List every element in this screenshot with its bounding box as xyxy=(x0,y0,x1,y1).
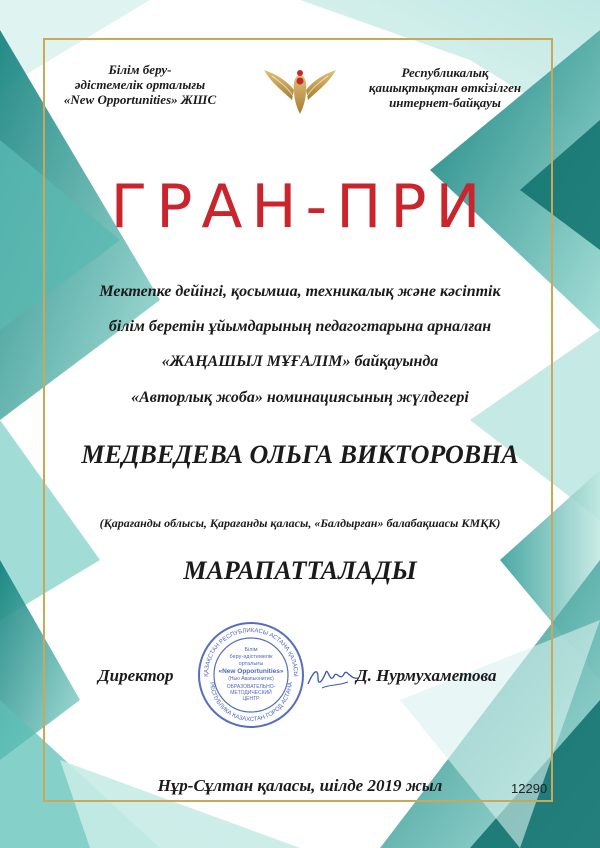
organizer-line-2: әдістемелік орталығы xyxy=(74,77,206,92)
description-line-2: білім беретін ұйымдарының педагогтарына арналған xyxy=(108,318,492,335)
director-name: Д. Нурмухаметова xyxy=(356,666,497,685)
description-line-3: «ЖАҢАШЫЛ МҰҒАЛІМ» байқауында xyxy=(161,353,439,370)
stamp-line-5: (Нью Авапьюнитис) xyxy=(228,676,274,682)
director-label: Директор xyxy=(98,666,174,685)
recipient-location: (Қарағанды облысы, Қарағанды қаласы, «Балдырған» балабақшасы КМҚК) xyxy=(99,516,501,530)
stamp-line-4: «New Opportunities» xyxy=(218,668,284,675)
organizer-name xyxy=(50,62,230,107)
contest-type-line-3: интернет-байқауы xyxy=(389,95,501,110)
organizer-line-1: Білім беру- xyxy=(108,62,172,77)
stamp-line-2: беру-әдістемелік xyxy=(229,654,273,660)
stamp-line-7: МЕТОДИЧЕСКИЙ xyxy=(230,690,272,696)
handwritten-signature xyxy=(304,662,362,692)
recipient-name: МЕДВЕДЕВА ОЛЬГА ВИКТОРОВНА xyxy=(81,440,519,469)
contest-type xyxy=(355,65,535,110)
organizer-line-3: «New Opportunities» ЖШС xyxy=(63,92,217,107)
place-and-date: Нұр-Сұлтан қаласы, шілде 2019 жыл xyxy=(157,776,443,795)
stamp-ring-top: ҚАЗАҚСТАН РЕСПУБЛИКАСЫ АСТАНА ҚАЛАСЫ xyxy=(203,627,299,677)
description-line-1: Мектепке дейінгі, қосымша, техникалық және кәсіптік xyxy=(99,283,501,300)
contest-type-line-1: Республикалық xyxy=(401,65,489,80)
official-stamp xyxy=(196,620,306,730)
awarded-heading: МАРАПАТТАЛАДЫ xyxy=(183,556,417,585)
stamp-line-6: ОБРАЗОВАТЕЛЬНО- xyxy=(226,684,276,690)
description-line-4: «Авторлық жоба» номинациясының жүлдегері xyxy=(131,389,469,406)
stamp-line-1: Білім xyxy=(244,647,258,653)
certificate-number: 12290 xyxy=(511,781,548,796)
stamp-line-8: ЦЕНТР xyxy=(242,696,260,702)
stamp-ring-bottom: РЕСПУБЛИКА КАЗАХСТАН ГОРОД АСТАНА xyxy=(208,681,294,724)
stamp-line-3: орталығы xyxy=(238,661,264,667)
contest-type-line-2: қашықтықтан өткізілген xyxy=(368,80,522,95)
certificate-title: ГРАН-ПРИ xyxy=(110,172,490,242)
eagle-emblem-icon xyxy=(262,64,338,116)
